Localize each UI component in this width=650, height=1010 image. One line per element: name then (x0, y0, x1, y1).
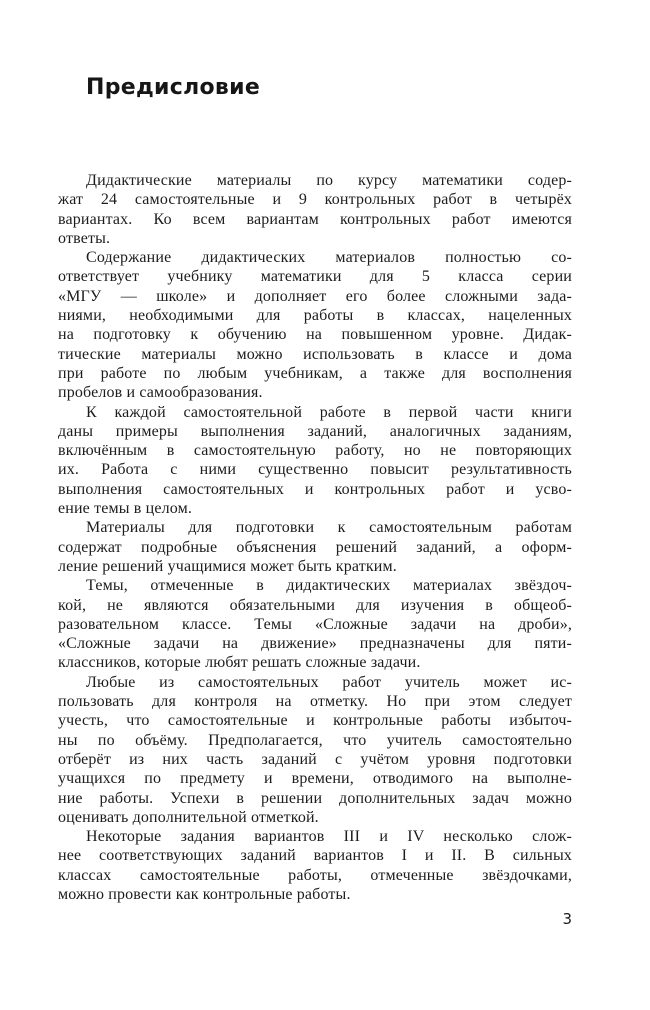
text-line: ответствует учебнику математики для 5 класса серии (58, 268, 572, 286)
text-line: кой, не являются обязательными для изучения в общеоб- (58, 596, 572, 614)
text-line: Дидактические материалы по курсу математики содер- (86, 172, 572, 189)
text-line: ны по объёму. Предполагается, что учитель самостоятельно (58, 731, 572, 749)
text-line: Материалы для подготовки к самостоятельным работам (86, 519, 572, 537)
text-line: выполнения самостоятельных и контрольных работ и усво- (58, 480, 572, 498)
text-line: ение темы в целом. (58, 500, 193, 518)
text-line: учащихся по предмету и времени, отводимого на выполне- (58, 770, 572, 788)
text-line: ние работы. Успехи в решении дополнительных задач можно (58, 789, 572, 807)
text-line: нее соответствующих заданий вариантов I и II. В сильных (58, 847, 572, 865)
preface-text (58, 171, 572, 904)
text-line: ниями, необходимыми для работы в классах, нацеленных (58, 307, 572, 325)
text-line: содержат подробные объяснения решений заданий, а оформ- (58, 538, 572, 556)
text-line: вариантах. Ко всем вариантам контрольных работ имеются (58, 210, 572, 228)
text-line: тические материалы можно использовать в классе и дома (58, 345, 572, 363)
text-line: К каждой самостоятельной работе в первой части книги (86, 403, 572, 421)
text-line: пробелов и самообразования. (58, 384, 263, 402)
text-line: включённым в самостоятельную работу, но не повторяющих (58, 442, 572, 460)
text-line: «Сложные задачи на движение» предназначены для пяти- (58, 635, 572, 653)
text-line: даны примеры выполнения заданий, аналогичных заданиям, (58, 422, 572, 440)
text-line: пользовать для контроля на отметку. Но при этом следует (58, 693, 572, 711)
text-line: Темы, отмеченные в дидактических материалах звёздоч- (86, 577, 572, 595)
text-line: их. Работа с ними существенно повысит результативность (58, 461, 572, 479)
text-line: «МГУ — школе» и дополняет его более сложными зада- (58, 287, 572, 305)
text-line: жат 24 самостоятельные и 9 контрольных работ в четырёх (58, 191, 572, 209)
text-line: классах самостоятельные работы, отмеченные звёздочками, (58, 866, 572, 884)
text-line: можно провести как контрольные работы. (58, 885, 351, 903)
text-line: классников, которые любят решать сложные задачи. (58, 654, 421, 672)
text-line: ответы. (58, 229, 111, 247)
text-line: оценивать дополнительной отметкой. (58, 808, 319, 826)
page-title: Предисловие (86, 75, 261, 100)
text-line: Содержание дидактических материалов полностью со- (86, 249, 572, 267)
text-line: Любые из самостоятельных работ учитель может ис- (86, 673, 572, 691)
text-line: учесть, что самостоятельные и контрольные работы избыточ- (58, 712, 572, 730)
text-line: ление решений учащимися может быть кратким. (58, 557, 397, 575)
text-line: Некоторые задания вариантов III и IV несколько слож- (86, 828, 572, 846)
text-line: разовательном классе. Темы «Сложные задачи на дроби», (58, 615, 572, 633)
text-line: при работе по любым учебникам, а также для восполнения (58, 364, 572, 382)
page-number: 3 (562, 910, 572, 928)
text-line: отберёт из них часть заданий с учётом уровня подготовки (58, 750, 572, 768)
text-line: на подготовку к обучению на повышенном уровне. Дидак- (58, 326, 572, 344)
